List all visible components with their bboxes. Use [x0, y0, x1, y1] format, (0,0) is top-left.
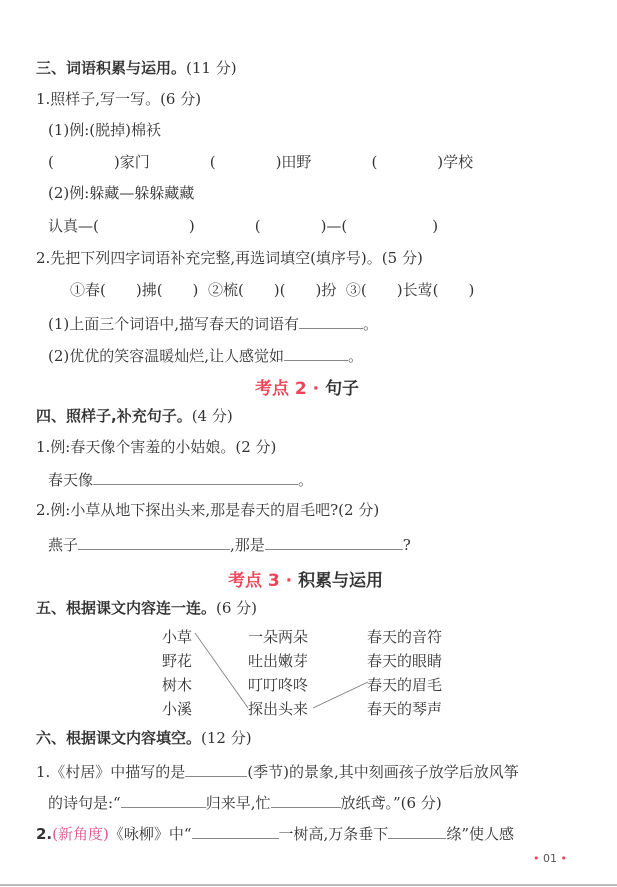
answer-blank[interactable]	[192, 822, 279, 839]
dot: •	[560, 852, 567, 865]
section-title: 四、照样子,补充句子。	[36, 407, 192, 425]
answer-blank[interactable]	[121, 791, 206, 808]
q6-1-line1	[36, 760, 519, 782]
paren: (	[48, 153, 54, 171]
sub-text: (1)上面三个词语中,描写春天的词语有	[48, 315, 300, 333]
word-jiamen: )家门	[113, 153, 150, 171]
prompt: 春天像	[48, 471, 94, 489]
text: 归来早,忙	[205, 794, 271, 812]
match-item[interactable]: 吐出嫩芽	[248, 652, 309, 670]
match-line	[195, 633, 248, 708]
new-angle-tag: (新角度)	[52, 825, 109, 843]
kaodian-topic: 句子	[325, 379, 360, 399]
match-item[interactable]: 树木	[162, 676, 193, 694]
dot: ·	[285, 571, 293, 591]
mid-text: ,那是	[230, 536, 265, 554]
match-item[interactable]: 春天的琴声	[367, 700, 443, 718]
dot: •	[533, 852, 540, 865]
section-title: 五、根据课文内容连一连。	[36, 599, 217, 617]
answer-blank[interactable]	[271, 791, 341, 808]
section-points: (4 分)	[191, 407, 233, 425]
text: 绦”使人感	[446, 825, 514, 843]
question-mark: ?	[402, 536, 411, 554]
match-item[interactable]: 春天的眉毛	[367, 676, 443, 694]
answer-blank[interactable]	[185, 760, 247, 777]
word-xuexiao: )学校	[437, 153, 474, 171]
paren-dash: )—(	[320, 217, 348, 235]
sub-text: (2)优优的笑容温暖灿烂,让人感觉如	[48, 347, 285, 365]
question-number: 2.	[36, 825, 53, 843]
section-points: (6 分)	[216, 599, 258, 617]
page-number	[533, 852, 567, 865]
text: 一树高,万条垂下	[278, 825, 389, 843]
q3-2-words: ①春( )拂( ) ②梳( )( )扮 ③( )长莺( )	[70, 281, 475, 299]
q3-1-example1: (1)例:(脱掉)棉袄	[48, 121, 162, 139]
paren: (	[254, 217, 261, 235]
section-6-heading	[36, 728, 252, 748]
bottom-rule	[0, 884, 617, 886]
q6-2-line1	[36, 822, 514, 844]
text: 放纸鸢。”(6 分)	[340, 794, 442, 812]
q3-1-title: 1.照样子,写一写。(6 分)	[36, 90, 202, 108]
q6-1-line2	[48, 791, 442, 813]
section-title: 三、词语积累与运用。	[36, 59, 187, 77]
kaodian-topic: 积累与运用	[298, 571, 384, 591]
paren: (	[209, 153, 216, 171]
paren: )	[432, 217, 439, 235]
period: 。	[298, 471, 314, 489]
section-title: 六、根据课文内容填空。	[36, 729, 202, 747]
kaodian-label: 考点 3	[228, 571, 280, 591]
match-item[interactable]: 叮叮咚咚	[248, 676, 309, 694]
word-tianye: )田野	[275, 153, 312, 171]
section-points: (11 分)	[186, 59, 237, 77]
text: (季节)的景象,其中刻画孩子放学后放风筝	[247, 763, 519, 781]
match-item[interactable]: 小溪	[162, 700, 193, 718]
q4-2-example: 2.例:小草从地下探出头来,那是春天的眉毛吧?(2 分)	[36, 501, 380, 519]
text: 1.《村居》中描写的是	[36, 763, 186, 781]
word-renzhen: 认真—(	[48, 217, 99, 235]
match-item[interactable]: 野花	[162, 652, 193, 670]
period: 。	[363, 315, 379, 333]
prompt: 燕子	[48, 536, 79, 554]
kaodian-label: 考点 2	[255, 379, 307, 399]
dot: ·	[312, 379, 320, 399]
q3-2-title: 2.先把下列四字词语补充完整,再选词填空(填序号)。(5 分)	[36, 249, 423, 267]
paren: (	[371, 153, 378, 171]
q3-1-example2: (2)例:躲藏—躲躲藏藏	[48, 184, 195, 202]
text: 《咏柳》中“	[108, 825, 192, 843]
match-item[interactable]: 探出头来	[248, 700, 309, 718]
match-item[interactable]: 一朵两朵	[248, 628, 309, 646]
text: 的诗句是:“	[48, 794, 121, 812]
answer-blank[interactable]	[388, 822, 446, 839]
section-points: (12 分)	[201, 729, 252, 747]
period: 。	[348, 347, 364, 365]
q4-1-example: 1.例:春天像个害羞的小姑娘。(2 分)	[36, 438, 277, 456]
paren: )	[188, 217, 195, 235]
match-item[interactable]: 春天的音符	[367, 628, 443, 646]
match-item[interactable]: 小草	[162, 628, 193, 646]
match-item[interactable]: 春天的眼睛	[367, 652, 443, 670]
page-number-text: 01	[543, 852, 557, 865]
match-line	[313, 682, 368, 708]
